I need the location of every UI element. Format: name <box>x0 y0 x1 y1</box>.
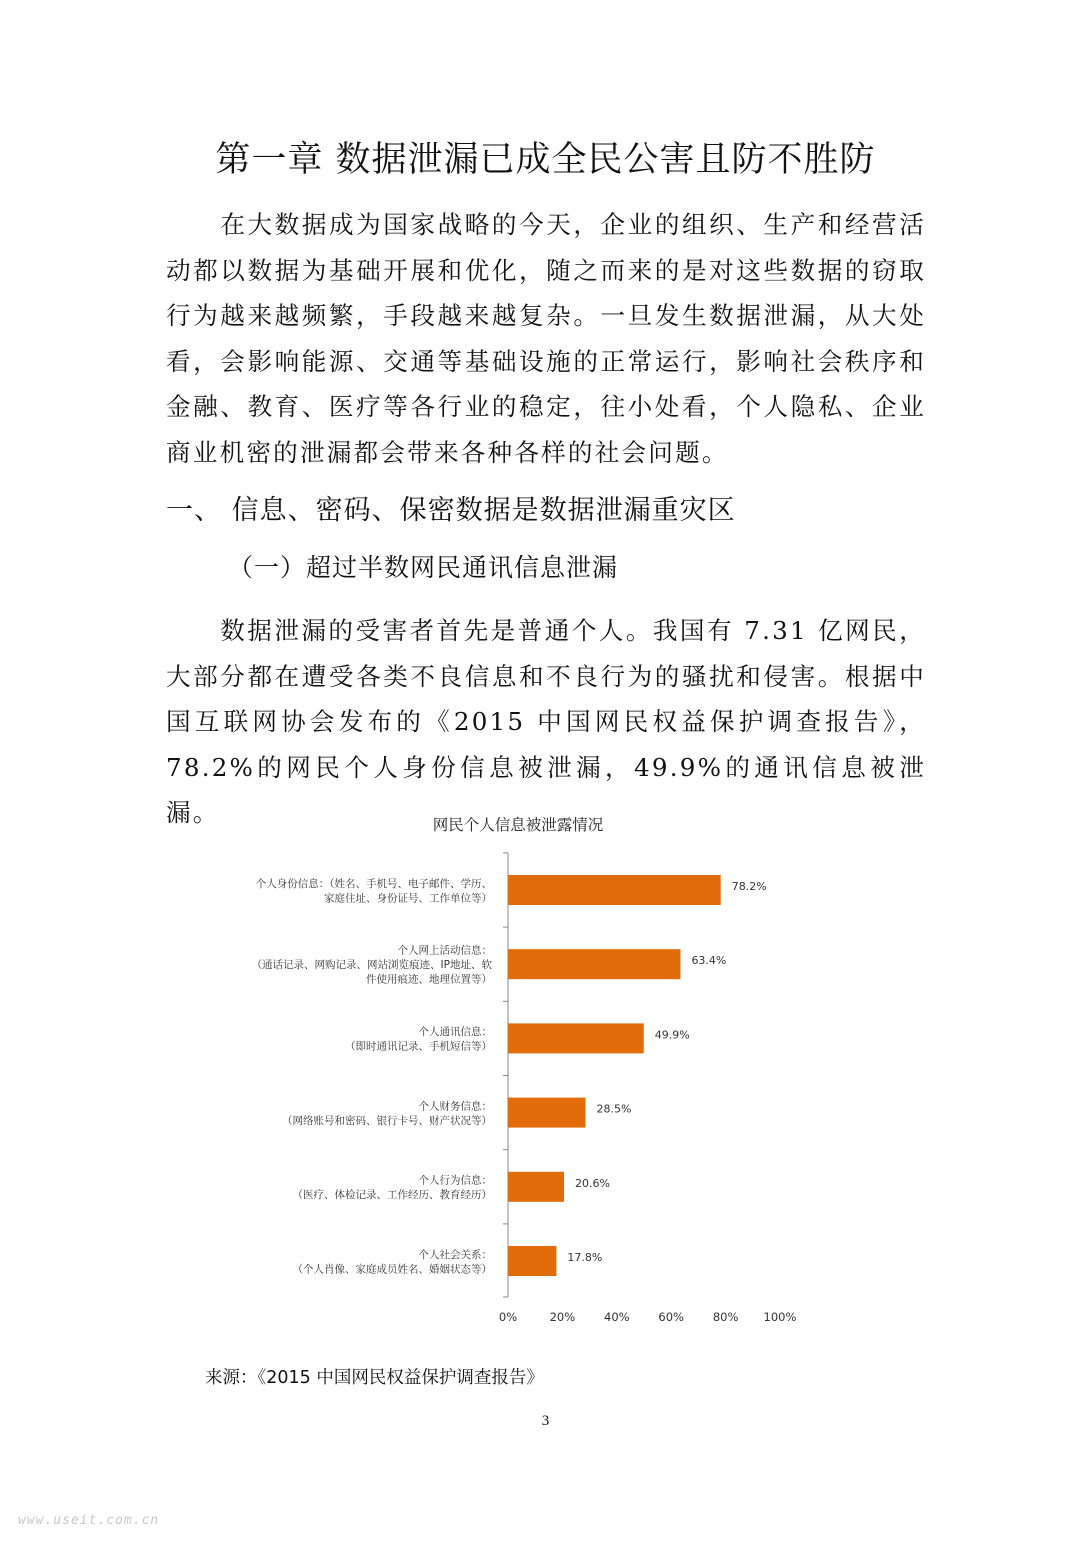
bar <box>508 1023 644 1053</box>
x-tick-label: 60% <box>658 1310 684 1324</box>
bar <box>508 1246 556 1276</box>
x-tick-label: 0% <box>498 1310 518 1324</box>
bar-value-label: 17.8% <box>567 1251 603 1264</box>
category-label: 个人网上活动信息：（通话记录、网购记录、网站浏览痕迹、IP地址、软件使用痕迹、地理位置等） <box>251 944 492 986</box>
bar-value-label: 28.5% <box>596 1102 632 1116</box>
bar <box>508 1172 564 1202</box>
body-paragraph: 数据泄漏的受害者首先是普通个人。我国有 7.31 亿网民，大部分都在遭受各类不良信息和不良行为的骚扰和侵害。根据中国互联网协会发布的《2015 中国网民权益保护调查报告》，78.2%的网民个人身份信息被泄漏，49.9%的通讯信息被泄漏。 <box>166 616 926 827</box>
chart-title: 网民个人信息被泄露情况 <box>432 816 604 834</box>
chapter-title: 第一章 数据泄漏已成全民公害且防不胜防 <box>215 140 876 180</box>
bar-value-label: 63.4% <box>691 954 727 968</box>
x-tick-label: 80% <box>712 1310 739 1324</box>
bar <box>508 949 680 979</box>
bar-value-label: 20.6% <box>575 1176 610 1190</box>
x-tick-label: 40% <box>604 1310 630 1324</box>
leak-bar-chart <box>200 805 840 1345</box>
bar-value-label: 49.9% <box>654 1028 690 1042</box>
section-heading: 一、 信息、密码、保密数据是数据泄漏重灾区 <box>166 495 736 526</box>
bar <box>508 1098 586 1128</box>
x-tick-label: 100% <box>763 1310 797 1324</box>
bar-value-label: 78.2% <box>731 880 767 893</box>
x-tick-label: 20% <box>549 1310 576 1324</box>
category-label: 个人社会关系：（个人肖像、家庭成员姓名、婚姻状态等） <box>292 1248 492 1276</box>
source-note: 来源：《2015 中国网民权益保护调查报告》 <box>205 1368 544 1388</box>
category-label: 个人行为信息：（医疗、体检记录、工作经历、教育经历） <box>292 1174 492 1202</box>
watermark: www.useit.com.cn <box>18 1513 160 1528</box>
intro-paragraph: 在大数据成为国家战略的今天，企业的组织、生产和经营活动都以数据为基础开展和优化，随之而来的是对这些数据的窃取行为越来越频繁，手段越来越复杂。一旦发生数据泄漏，从大处看，会影响能源、交通等基础设施的正常运行，影响社会秩序和金融、教育、医疗等各行业的稳定，往小处看，个人隐私、企业商业机密的泄漏都会带来各种各样的社会问题。 <box>166 210 926 467</box>
category-label: 个人通讯信息：（即时通讯记录、手机短信等） <box>345 1026 492 1053</box>
subsection-heading: （一）超过半数网民通讯信息泄漏 <box>228 553 619 582</box>
bar <box>508 875 721 905</box>
page-number: 3 <box>541 1413 550 1429</box>
category-label: 个人财务信息：（网络账号和密码、银行卡号、财产状况等） <box>282 1100 492 1127</box>
category-label: 个人身份信息：（姓名、手机号、电子邮件、学历、家庭住址、身份证号、工作单位等） <box>255 877 492 905</box>
